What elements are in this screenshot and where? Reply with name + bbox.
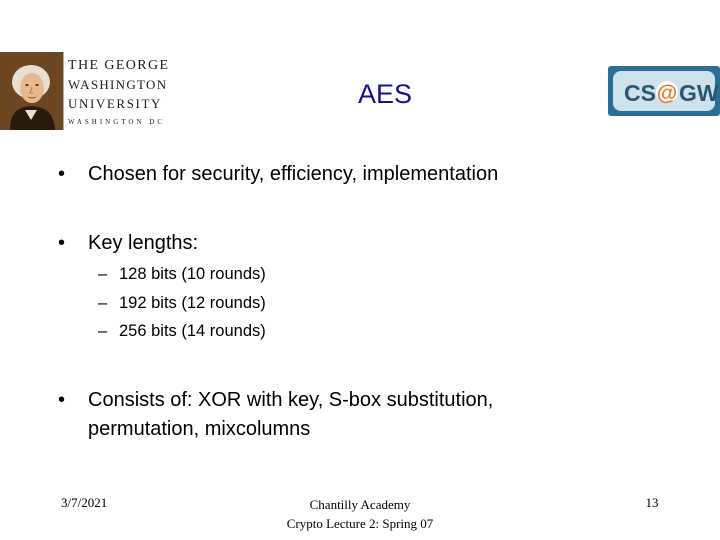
bullet-icon: • — [58, 389, 66, 411]
footer-date: 3/7/2021 — [61, 495, 108, 510]
bullet-icon: • — [58, 232, 66, 254]
sub-bullet-text: 128 bits (10 rounds) — [119, 265, 266, 283]
sub-bullet-item — [98, 317, 266, 346]
bullet-item — [58, 229, 678, 258]
dash-icon: – — [98, 265, 108, 283]
csgw-text-at: @ — [656, 82, 678, 105]
george-washington-portrait-icon — [0, 52, 63, 130]
bullet-text: Key lengths: — [88, 232, 199, 254]
sub-bullet-item — [98, 260, 266, 289]
csgw-text-left: CS — [624, 80, 656, 106]
gwu-line-2: WASHINGTON — [68, 77, 168, 92]
cs-at-gw-logo — [608, 66, 720, 116]
csgw-text-right: GW — [679, 80, 719, 106]
gwu-line-1: THE GEORGE — [68, 58, 170, 73]
gwu-logo — [0, 52, 172, 130]
sub-bullet-text: 256 bits (14 rounds) — [119, 322, 266, 340]
bullet-icon: • — [58, 163, 66, 185]
footer-course — [250, 495, 470, 533]
bullet-text: Chosen for security, efficiency, implementation — [88, 163, 499, 185]
logo-divider — [63, 52, 64, 130]
sub-bullet-text: 192 bits (12 rounds) — [119, 294, 266, 312]
bullet-item — [58, 386, 678, 444]
slide-title: AES — [357, 79, 413, 109]
page-number: 13 — [645, 495, 659, 510]
bullet-item — [58, 160, 678, 189]
bullet-text: Consists of: XOR with key, S-box substitution, permutation, mixcolumns — [88, 389, 494, 440]
dash-icon: – — [98, 322, 108, 340]
gwu-line-4: WASHINGTON DC — [68, 118, 166, 126]
gwu-wordmark — [68, 52, 172, 130]
sub-bullet-item — [98, 289, 266, 318]
footer-course-line-1: Chantilly Academy — [309, 497, 411, 512]
footer-course-line-2: Crypto Lecture 2: Spring 07 — [286, 516, 434, 531]
gwu-line-3: UNIVERSITY — [68, 96, 162, 111]
dash-icon: – — [98, 294, 108, 312]
